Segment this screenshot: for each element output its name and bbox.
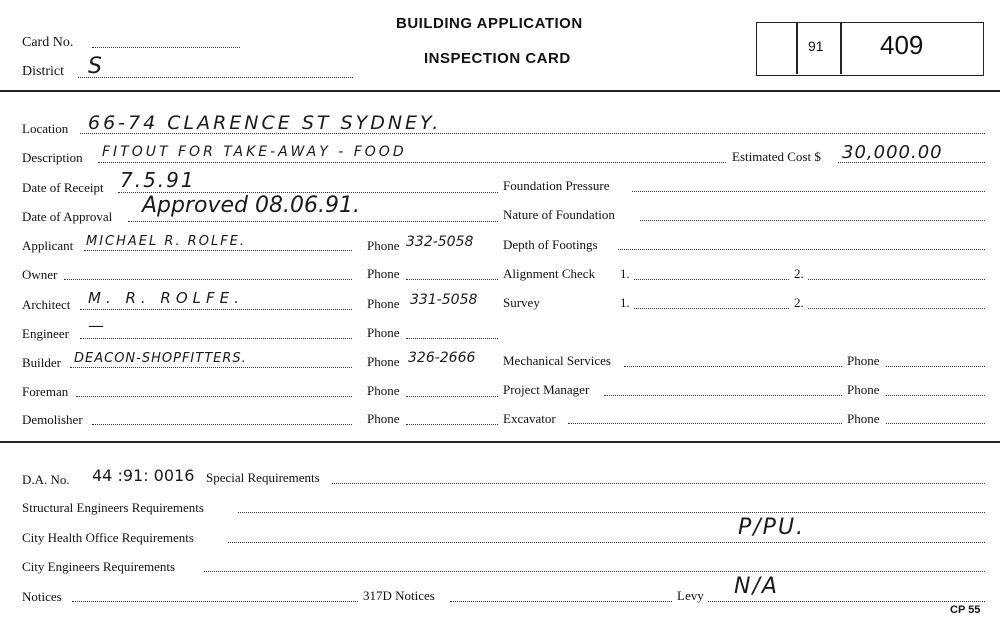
health-line <box>228 542 985 543</box>
project-manager-label: Project Manager <box>503 382 590 397</box>
date-approval-label: Date of Approval <box>22 209 113 224</box>
date-receipt-label: Date of Receipt <box>22 180 104 195</box>
owner-phone-line <box>406 279 498 280</box>
excavator-line <box>568 423 842 424</box>
date-receipt-value: 7.5.91 <box>120 168 196 192</box>
engineer-line <box>80 338 352 339</box>
description-line <box>98 162 726 163</box>
owner-line <box>64 279 352 280</box>
engineer-value: — <box>88 316 104 335</box>
demolisher-phone-label: Phone <box>367 411 400 426</box>
architect-value: M. R. ROLFE. <box>88 289 244 307</box>
builder-value: DEACON-SHOPFITTERS. <box>74 351 247 366</box>
owner-phone-label: Phone <box>367 266 400 281</box>
architect-phone-label: Phone <box>367 296 400 311</box>
date-approval-value: Approved 08.06.91. <box>142 193 360 218</box>
demolisher-line <box>92 424 352 425</box>
form-subtitle: INSPECTION CARD <box>424 50 571 67</box>
nature-foundation-label: Nature of Foundation <box>503 207 615 222</box>
nature-foundation-line <box>640 220 985 221</box>
date-approval-line <box>128 221 498 222</box>
architect-label: Architect <box>22 297 71 312</box>
estimated-cost-value: 30,000.00 <box>842 142 943 163</box>
project-manager-phone-line <box>886 395 985 396</box>
location-label: Location <box>22 121 69 136</box>
architect-phone: 331-5058 <box>410 292 478 308</box>
box-year: 91 <box>808 38 824 54</box>
box-divider <box>840 23 842 74</box>
builder-phone: 326-2666 <box>408 350 476 366</box>
demolisher-phone-line <box>406 424 498 425</box>
project-manager-phone-label: Phone <box>847 382 880 397</box>
form-title: BUILDING APPLICATION <box>396 15 583 32</box>
box-divider <box>796 23 798 74</box>
survey-num-2: 2. <box>794 295 804 310</box>
levy-value: N/A <box>734 574 779 599</box>
foreman-phone-line <box>406 396 498 397</box>
city-engineers-label: City Engineers Requirements <box>22 559 176 574</box>
applicant-line <box>84 250 352 251</box>
applicant-value: MICHAEL R. ROLFE. <box>86 234 247 249</box>
location-value: 66-74 CLARENCE ST SYDNEY. <box>88 112 442 134</box>
foundation-pressure-label: Foundation Pressure <box>503 178 610 193</box>
foreman-phone-label: Phone <box>367 383 400 398</box>
form-code: CP 55 <box>950 604 981 616</box>
health-label: City Health Office Requirements <box>22 530 194 545</box>
mechanical-phone-line <box>886 366 985 367</box>
project-manager-line <box>604 395 842 396</box>
da-no-label: D.A. No. <box>22 472 70 487</box>
special-requirements-label: Special Requirements <box>206 470 320 485</box>
alignment-line-1 <box>634 279 789 280</box>
da-no-value: 44 :91: 0016 <box>92 466 195 485</box>
alignment-num-1: 1. <box>620 266 630 281</box>
district-field <box>78 77 353 78</box>
alignment-num-2: 2. <box>794 266 804 281</box>
foreman-line <box>76 396 352 397</box>
applicant-phone: 332-5058 <box>406 234 474 250</box>
engineer-phone-line <box>406 338 498 339</box>
box-number: 409 <box>880 30 924 60</box>
description-value: FITOUT FOR TAKE-AWAY - FOOD <box>102 144 407 160</box>
description-label: Description <box>22 150 83 165</box>
applicant-phone-label: Phone <box>367 238 400 253</box>
builder-phone-label: Phone <box>367 354 400 369</box>
survey-line-2 <box>808 308 985 309</box>
notices-317d-label: 317D Notices <box>363 588 435 603</box>
applicant-label: Applicant <box>22 238 74 253</box>
architect-line <box>80 309 352 310</box>
card-no-field <box>92 47 240 48</box>
notices-line <box>72 601 358 602</box>
survey-num-1: 1. <box>620 295 630 310</box>
levy-label: Levy <box>677 588 704 603</box>
notices-label: Notices <box>22 589 62 604</box>
excavator-label: Excavator <box>503 411 556 426</box>
notices-317d-line <box>450 601 672 602</box>
builder-line <box>70 367 352 368</box>
owner-label: Owner <box>22 267 58 282</box>
foreman-label: Foreman <box>22 384 69 399</box>
survey-label: Survey <box>503 295 540 310</box>
structural-line <box>238 512 985 513</box>
special-requirements-line <box>332 483 985 484</box>
demolisher-label: Demolisher <box>22 412 83 427</box>
depth-footings-label: Depth of Footings <box>503 237 598 252</box>
excavator-phone-label: Phone <box>847 411 880 426</box>
mechanical-services-line <box>624 366 842 367</box>
engineer-phone-label: Phone <box>367 325 400 340</box>
levy-line <box>708 601 985 602</box>
card-number-box <box>756 22 984 76</box>
engineer-label: Engineer <box>22 326 69 341</box>
card-no-label: Card No. <box>22 35 74 50</box>
estimated-cost-label: Estimated Cost $ <box>732 149 821 164</box>
alignment-line-2 <box>808 279 985 280</box>
structural-label: Structural Engineers Requirements <box>22 500 204 515</box>
city-engineers-line <box>204 571 985 572</box>
district-value: S <box>88 54 102 79</box>
alignment-check-label: Alignment Check <box>503 266 596 281</box>
district-label: District <box>22 64 64 79</box>
mechanical-phone-label: Phone <box>847 353 880 368</box>
foundation-pressure-line <box>632 191 985 192</box>
section-rule <box>0 441 1000 443</box>
mechanical-services-label: Mechanical Services <box>503 353 611 368</box>
header-rule <box>0 90 1000 92</box>
excavator-phone-line <box>886 423 985 424</box>
depth-footings-line <box>618 249 985 250</box>
survey-line-1 <box>634 308 789 309</box>
builder-label: Builder <box>22 355 61 370</box>
health-value: P/PU. <box>738 515 806 540</box>
